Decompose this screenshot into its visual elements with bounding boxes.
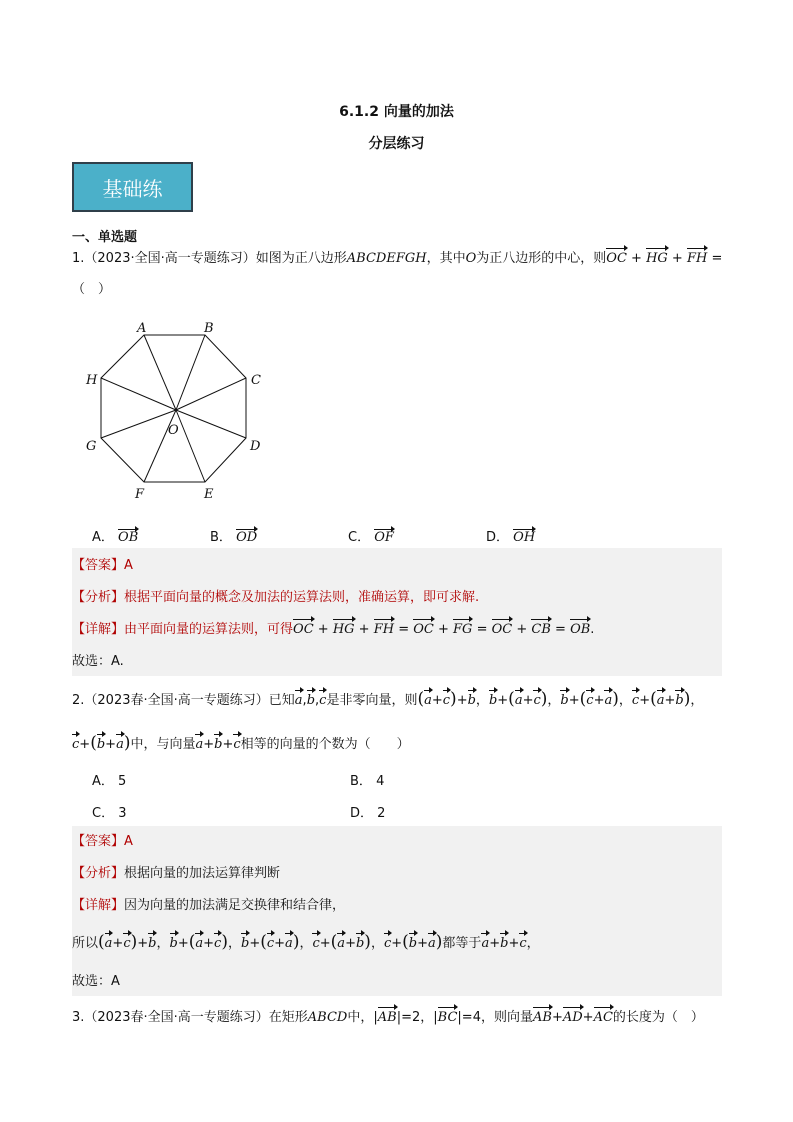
- vertex-label-f: F: [135, 487, 145, 502]
- q1-option-a: A． OB: [92, 530, 139, 545]
- question-2-stem-line1: 2.（2023春·全国·高一专题练习）已知a,b,c是非零向量，则(a+c)+b，b+(a+c)，b+(c+a)，c+(a+b)，: [72, 689, 704, 709]
- q1-answer: 【答案】A: [72, 558, 133, 573]
- q2-option-d: D． 2: [350, 806, 386, 821]
- q1-option-d: D． OH: [486, 530, 536, 545]
- vertex-label-h: H: [86, 373, 98, 388]
- vertex-label-g: G: [86, 439, 97, 454]
- question-3-stem: 3.（2023春·全国·高一专题练习）在矩形ABCD中，|AB|=2，|BC|=4，则向量AB+AD+AC的长度为（ ）: [72, 1008, 704, 1028]
- q2-option-c: C． 3: [92, 806, 127, 821]
- question-2-stem-line2: c+(b+a)中，与向量a+b+c相等的向量的个数为（ ）: [72, 733, 410, 753]
- q1-detail: 【详解】由平面向量的运算法则，可得OC + HG + FH = OC + FG = OC + CB = OB.: [72, 620, 594, 640]
- q2-answer: 【答案】A: [72, 834, 133, 849]
- q2-detail-2: 所以(a+c)+b，b+(a+c)，b+(c+a)，c+(a+b)，c+(b+a)都等于a+b+c，: [72, 932, 540, 952]
- octagon-figure: [80, 316, 270, 511]
- vertex-label-a: A: [137, 321, 147, 336]
- q2-analysis: 【分析】根据向量的加法运算律判断: [72, 866, 281, 881]
- question-1-stem: 1.（2023·全国·高一专题练习）如图为正八边形ABCDEFGH，其中O为正八边形的中心，则OC + HG + FH =: [72, 249, 722, 269]
- q2-option-b: B． 4: [350, 774, 385, 789]
- level-badge: 基础练: [72, 162, 193, 212]
- q2-option-a: A． 5: [92, 774, 127, 789]
- q1-option-b: B． OD: [210, 530, 258, 545]
- center-label-o: O: [168, 423, 179, 438]
- vertex-label-b: B: [204, 321, 214, 336]
- vertex-label-d: D: [250, 439, 261, 454]
- q1-analysis: 【分析】根据平面向量的概念及加法的运算法则，准确运算，即可求解.: [72, 590, 480, 605]
- q2-detail: 【详解】因为向量的加法满足交换律和结合律，: [72, 898, 346, 913]
- section-heading: 一、单选题: [72, 230, 138, 245]
- q1-option-c: C． OF: [348, 530, 394, 545]
- question-1-blank: （ ）: [72, 282, 112, 297]
- q1-choice: 故选：A.: [72, 654, 124, 669]
- page-subtitle: 分层练习: [368, 136, 425, 152]
- page-title: 6.1.2 向量的加法: [339, 104, 454, 120]
- q1-answer-box: [72, 548, 722, 676]
- vertex-label-e: E: [204, 487, 214, 502]
- vertex-label-c: C: [251, 373, 261, 388]
- q2-choice: 故选：A: [72, 974, 120, 989]
